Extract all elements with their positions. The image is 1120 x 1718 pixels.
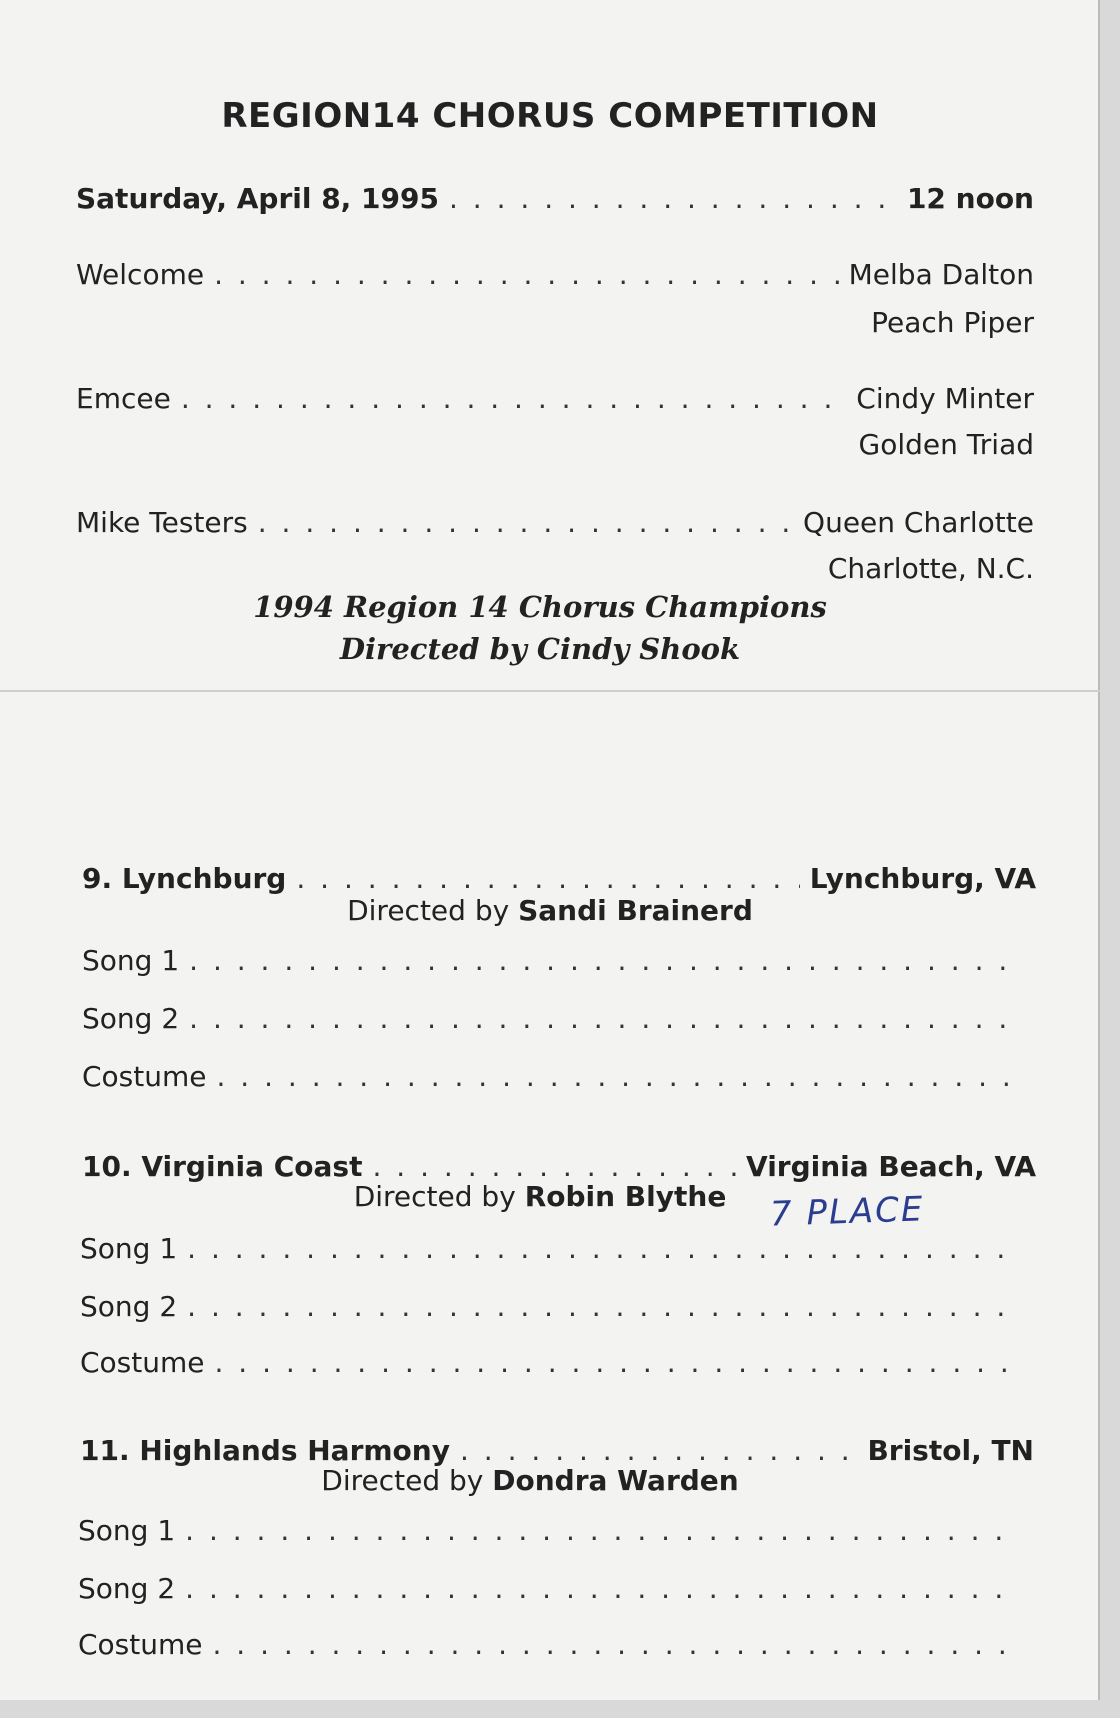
- score-line: [78, 1514, 1020, 1547]
- leader-dots: [296, 862, 799, 895]
- score-line: [80, 1346, 1020, 1379]
- chorus-row: [80, 1434, 1034, 1467]
- leader-dots: [372, 1150, 736, 1183]
- directed-by-prefix: Directed by: [347, 894, 510, 927]
- date-label: Saturday, April 8, 1995: [76, 182, 439, 215]
- score-label: Costume: [80, 1346, 205, 1379]
- score-line: [78, 1572, 1020, 1605]
- leader-dots: [185, 1514, 1010, 1547]
- leader-dots: [258, 506, 793, 539]
- score-line: [78, 1628, 1020, 1661]
- leader-dots: [215, 1346, 1011, 1379]
- director-name: Robin Blythe: [524, 1180, 727, 1213]
- date-row: [76, 182, 1034, 215]
- welcome-value-2: Peach Piper: [871, 306, 1034, 339]
- mike-testers-label: Mike Testers: [76, 506, 248, 539]
- director-name: Dondra Warden: [492, 1464, 739, 1497]
- program-title: REGION14 CHORUS COMPETITION: [221, 96, 879, 136]
- chorus-row: [82, 862, 1036, 895]
- director-name: Sandi Brainerd: [518, 894, 753, 927]
- score-label: Song 1: [80, 1232, 178, 1265]
- leader-dots: [214, 258, 839, 291]
- leader-dots: [217, 1060, 1013, 1093]
- chorus-name: 10. Virginia Coast: [82, 1150, 363, 1183]
- emcee-value-2: Golden Triad: [858, 428, 1034, 461]
- chorus-location: Virginia Beach, VA: [746, 1150, 1036, 1183]
- score-label: Costume: [82, 1060, 207, 1093]
- leader-dots: [181, 382, 846, 415]
- chorus-location: Bristol, TN: [867, 1434, 1034, 1467]
- score-label: Song 1: [78, 1514, 176, 1547]
- handwritten-note: 7 PLACE: [769, 1189, 926, 1235]
- emcee-label: Emcee: [76, 382, 171, 415]
- leader-dots: [449, 182, 897, 215]
- directed-by-prefix: Directed by: [321, 1464, 484, 1497]
- score-line: [82, 1060, 1022, 1093]
- leader-dots: [460, 1434, 857, 1467]
- leader-dots: [185, 1572, 1010, 1605]
- page-fold: [0, 690, 1100, 692]
- score-label: Costume: [78, 1628, 203, 1661]
- leader-dots: [213, 1628, 1011, 1661]
- welcome-value: Melba Dalton: [848, 258, 1034, 291]
- score-label: Song 2: [78, 1572, 176, 1605]
- welcome-label: Welcome: [76, 258, 205, 291]
- welcome-row: [76, 258, 1034, 291]
- score-label: Song 1: [82, 944, 180, 977]
- score-line: [80, 1232, 1020, 1265]
- score-label: Song 2: [82, 1002, 180, 1035]
- score-line: [80, 1290, 1020, 1323]
- score-label: Song 2: [80, 1290, 178, 1323]
- leader-dots: [189, 1002, 1012, 1035]
- directed-by-prefix: Directed by: [353, 1180, 516, 1213]
- mike-testers-value-2: Charlotte, N.C.: [827, 552, 1034, 585]
- chorus-director: [0, 1464, 1080, 1497]
- emcee-row: [76, 382, 1034, 415]
- champions-line-1: 1994 Region 14 Chorus Champions: [253, 590, 827, 624]
- chorus-name: 11. Highlands Harmony: [80, 1434, 450, 1467]
- leader-dots: [189, 944, 1012, 977]
- score-line: [82, 1002, 1022, 1035]
- date-time: 12 noon: [906, 182, 1034, 215]
- emcee-value: Cindy Minter: [856, 382, 1034, 415]
- score-line: [82, 944, 1022, 977]
- chorus-name: 9. Lynchburg: [82, 862, 287, 895]
- champions-line-2: Directed by Cindy Shook: [339, 632, 741, 666]
- mike-testers-row: [76, 506, 1034, 539]
- chorus-row: [82, 1150, 1036, 1183]
- leader-dots: [187, 1232, 1010, 1265]
- chorus-location: Lynchburg, VA: [809, 862, 1036, 895]
- chorus-director: [0, 894, 1100, 927]
- chorus-director: [0, 1180, 1090, 1213]
- mike-testers-value: Queen Charlotte: [803, 506, 1034, 539]
- leader-dots: [187, 1290, 1010, 1323]
